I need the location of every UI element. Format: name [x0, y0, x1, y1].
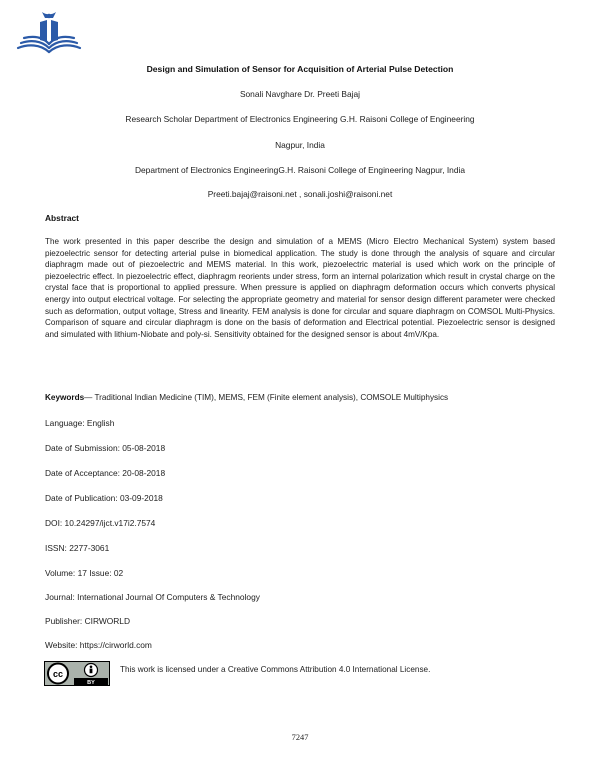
journal-logo-icon [12, 6, 86, 60]
abstract-heading: Abstract [45, 213, 79, 223]
keywords-text: — Traditional Indian Medicine (TIM), MEMS, FEM (Finite element analysis), COMSOLE Multiphysics [84, 393, 449, 402]
cc-by-badge-icon[interactable] [44, 661, 110, 686]
meta-journal: Journal: International Journal Of Computers & Technology [45, 592, 260, 602]
authors: Sonali Navghare Dr. Preeti Bajaj [239, 89, 361, 99]
affiliation-1: Research Scholar Department of Electronics Engineering G.H. Raisoni College of Engineering [125, 114, 475, 124]
cc-by-label: BY [87, 680, 95, 686]
meta-volume: Volume: 17 Issue: 02 [45, 568, 124, 578]
abstract-body: The work presented in this paper describe the design and simulation of a MEMS (Micro Electro Mechanical System) system based piezoelectric sensor for detecting arterial pulse in biomedical application. The study is done through the analysis of square and circular diaphragm made out of piezoelectric and MEMS material. In this work, piezoelectric material is used which work on the principle of piezoelectric effect. In piezoelectric effect, diaphragm reorients under stress, form an internal polarization which result in crystal charge on the crystal face that is proportional to applied pressure. When pressure is applied on diaphragm deformation occurs which converts physical energy into output electrical voltage. For selecting the appropriate geometry and material for sensor design different parameter were checked such as deformation, output voltage, Stress and linearity. FEM analysis is done for circular and square diaphragm on COMSOL Multi-Physics. Comparison of square and circular diaphragm is done on the basis of deformation and Electrical potential. Piezoelectric sensor is designed and simulated with lithium-Niobate and poly-si. Sensitivity obtained for the designed sensor is about 4mV/Kpa. [45, 237, 555, 339]
meta-doi[interactable]: DOI: 10.24297/ijct.v17i2.7574 [45, 518, 156, 528]
svg-text:cc: cc [52, 669, 64, 679]
license-text: This work is licensed under a Creative Commons Attribution 4.0 International License. [120, 665, 431, 674]
meta-issn: ISSN: 2277-3061 [45, 543, 110, 553]
meta-acceptance-date: Date of Acceptance: 20-08-2018 [45, 468, 166, 478]
meta-language: Language: English [45, 418, 115, 428]
meta-submission-date: Date of Submission: 05-08-2018 [45, 443, 166, 453]
affiliation-2: Department of Electronics EngineeringG.H. Raisoni College of Engineering Nagpur, India [134, 165, 466, 175]
keywords [45, 393, 565, 402]
page-number: 7247 [291, 733, 309, 742]
author-emails[interactable]: Preeti.bajaj@raisoni.net , sonali.joshi@raisoni.net [207, 189, 393, 199]
meta-publisher: Publisher: CIRWORLD [45, 616, 131, 626]
meta-website[interactable]: Website: https://cirworld.com [45, 640, 152, 650]
keywords-label: Keywords [45, 393, 85, 402]
paper-title: Design and Simulation of Sensor for Acquisition of Arterial Pulse Detection [146, 64, 454, 74]
location: Nagpur, India [275, 140, 325, 150]
meta-publication-date: Date of Publication: 03-09-2018 [45, 493, 163, 503]
